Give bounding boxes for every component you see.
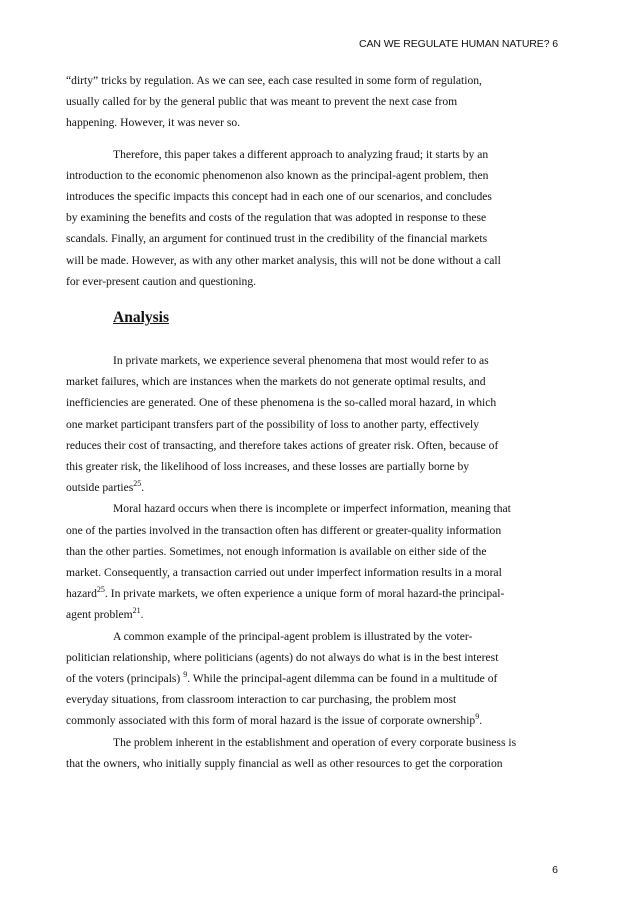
text-run: commonly associated with this form of moral hazard is the issue of corporate ownership <box>66 714 476 728</box>
text-line <box>66 477 546 498</box>
text-run: . <box>140 608 144 622</box>
text-run: . <box>141 481 145 495</box>
text-line: A common example of the principal-agent problem is illustrated by the voter- <box>113 629 473 643</box>
text-line: happening. However, it was never so. <box>66 116 241 130</box>
text-run: outside parties <box>66 481 134 495</box>
text-line: one of the parties involved in the transaction often has different or greater-quality information <box>66 523 502 537</box>
text-line: The problem inherent in the establishment and operation of every corporate business is <box>113 735 517 749</box>
citation-superscript: 25 <box>133 479 142 489</box>
text-line: reduces their cost of transacting, and therefore takes actions of greater risk. Often, because of <box>66 438 499 452</box>
text-line: politician relationship, where politicians (agents) do not always do what is in the best interest <box>66 650 499 664</box>
text-run: agent problem <box>66 608 133 622</box>
paragraph-3 <box>66 350 546 498</box>
text-line <box>66 710 546 731</box>
paragraph-4 <box>66 498 546 625</box>
text-line: scandals. Finally, an argument for continued trust in the credibility of the financial markets <box>66 232 488 246</box>
text-line: this greater risk, the likelihood of loss increases, and these losses are partially borne by <box>66 460 470 474</box>
text-line: Moral hazard occurs when there is incomplete or imperfect information, meaning that <box>113 502 511 516</box>
text-line: Therefore, this paper takes a different approach to analyzing fraud; it starts by an <box>113 147 489 161</box>
text-line: In private markets, we experience several phenomena that most would refer to as <box>113 354 489 368</box>
text-line: market. Consequently, a transaction carried out under imperfect information results in a moral <box>66 566 502 580</box>
section-heading: Analysis <box>113 309 169 327</box>
paragraph-6 <box>66 732 546 774</box>
text-line: usually called for by the general public that was meant to prevent the next case from <box>66 95 458 109</box>
text-line <box>66 583 546 604</box>
text-line: that the owners, who initially supply financial as well as other resources to get the corporation <box>66 756 503 770</box>
text-line: for ever-present caution and questioning. <box>66 274 257 288</box>
running-head: CAN WE REGULATE HUMAN NATURE? 6 <box>359 38 558 50</box>
text-line: introduces the specific impacts this concept had in each one of our scenarios, and concludes <box>66 190 492 204</box>
paragraph-1 <box>66 70 546 134</box>
citation-superscript: 9 <box>475 712 480 722</box>
citation-superscript: 25 <box>96 585 105 595</box>
citation-superscript: 9 <box>183 670 188 680</box>
page-body <box>66 70 546 774</box>
citation-superscript: 21 <box>132 606 141 616</box>
text-line <box>66 604 546 625</box>
text-line: everyday situations, from classroom interaction to car purchasing, the problem most <box>66 693 457 707</box>
paragraph-5 <box>66 626 546 732</box>
text-line: “dirty” tricks by regulation. As we can see, each case resulted in some form of regulation, <box>66 74 482 87</box>
text-line: than the other parties. Sometimes, not enough information is available on either side of the <box>66 544 487 558</box>
text-run: of the voters (principals) <box>66 672 184 686</box>
text-line: will be made. However, as with any other market analysis, this will not be done without a call <box>66 253 501 267</box>
text-run: . In private markets, we often experience a unique form of moral hazard-the principal- <box>104 587 505 601</box>
text-line: one market participant transfers part of the possibility of loss to another party, effectively <box>66 417 480 431</box>
paragraph-2 <box>66 144 546 292</box>
text-line: inefficiencies are generated. One of these phenomena is the so-called moral hazard, in which <box>66 396 497 410</box>
text-line: by examining the benefits and costs of the regulation that was adopted in response to these <box>66 211 487 225</box>
text-run: hazard <box>66 587 97 601</box>
text-line: market failures, which are instances when the markets do not generate optimal results, and <box>66 375 486 389</box>
text-line <box>66 668 546 689</box>
text-line: introduction to the economic phenomenon also known as the principal-agent problem, then <box>66 168 489 182</box>
page-number: 6 <box>552 864 558 876</box>
text-run: . While the principal-agent dilemma can be found in a multitude of <box>187 672 498 686</box>
text-run: . <box>479 714 483 728</box>
